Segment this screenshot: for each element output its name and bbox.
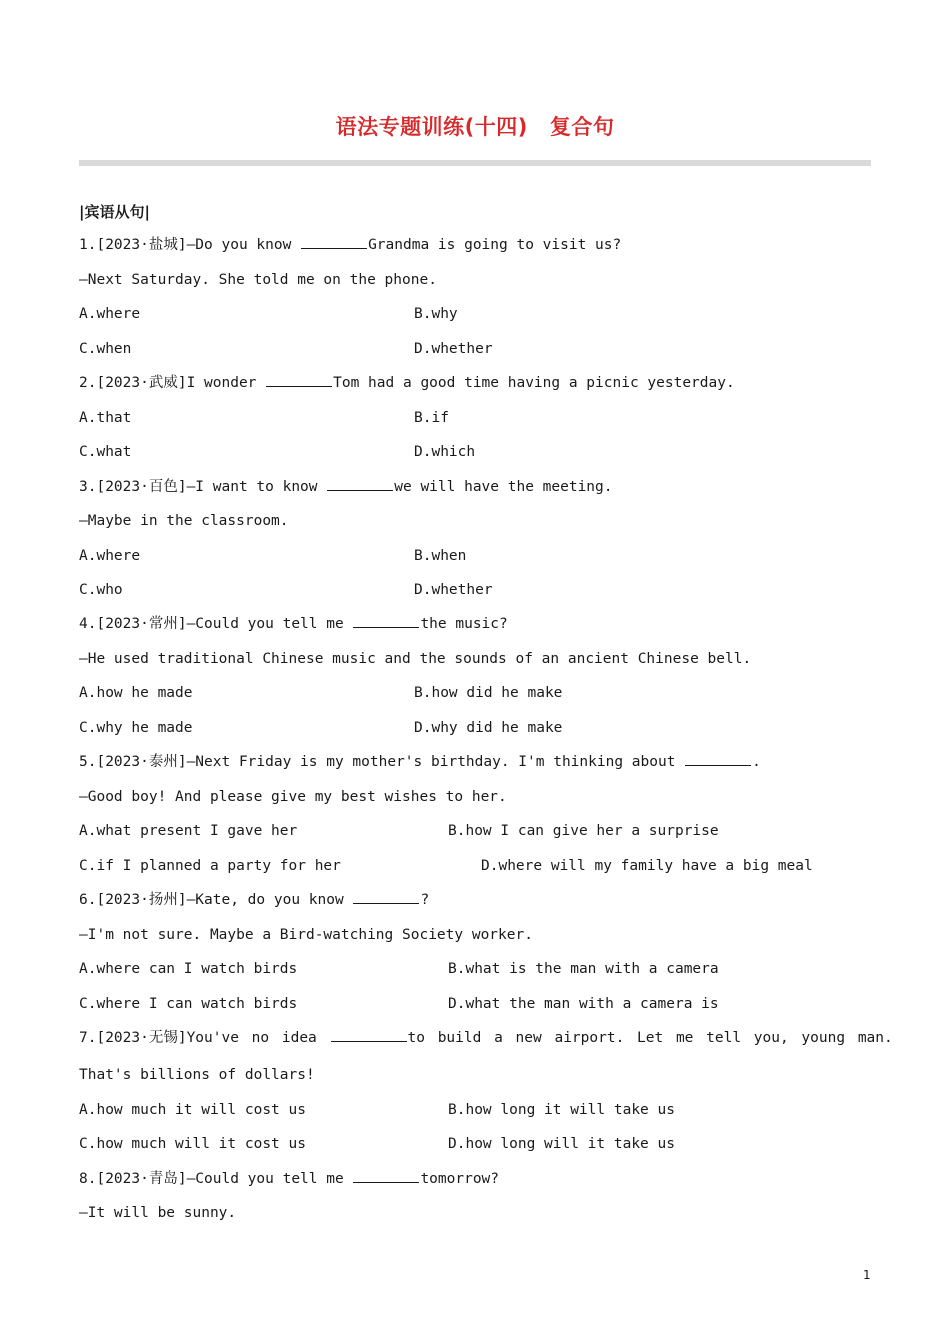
option-d: D.whether (414, 341, 493, 357)
answer-blank (685, 752, 751, 766)
question-1-reply: —Next Saturday. She told me on the phone. (79, 272, 437, 288)
option-b: B.if (414, 410, 449, 426)
answer-blank (353, 1169, 419, 1183)
option-c: C.how much will it cost us (79, 1136, 306, 1152)
answer-blank (301, 235, 367, 249)
answer-blank (353, 614, 419, 628)
option-a: A.how he made (79, 685, 193, 701)
option-b: B.why (414, 306, 458, 322)
option-a: A.where can I watch birds (79, 961, 298, 977)
title-sub: 复合句 (549, 115, 615, 139)
option-c: C.where I can watch birds (79, 996, 298, 1012)
answer-blank (353, 890, 419, 904)
option-c: C.when (79, 341, 132, 357)
answer-blank (327, 477, 393, 491)
option-b: B.how did he make (414, 685, 563, 701)
option-b: B.when (414, 548, 467, 564)
option-c: C.why he made (79, 720, 193, 736)
question-8-stem: 8.[2023·青岛]—Could you tell me tomorrow? (79, 1171, 500, 1187)
question-3-reply: —Maybe in the classroom. (79, 513, 289, 529)
question-1-stem: 1.[2023·盐城]—Do you know Grandma is going to visit us? (79, 237, 622, 253)
title-divider (79, 160, 871, 166)
question-7-reply: That's billions of dollars! (79, 1067, 315, 1083)
question-6-stem: 6.[2023·扬州]—Kate, do you know ? (79, 892, 430, 908)
section-label: |宾语从句| (79, 203, 150, 221)
question-5-stem: 5.[2023·泰州]—Next Friday is my mother's birthday. I'm thinking about . (79, 754, 761, 770)
title-main: 语法专题训练(十四) (335, 115, 528, 139)
page-title (0, 111, 950, 141)
question-8-reply: —It will be sunny. (79, 1205, 237, 1221)
option-a: A.where (79, 306, 141, 322)
option-a: A.what present I gave her (79, 823, 298, 839)
question-7-stem: 7.[2023·无锡]You've no idea to build a new airport. Let me tell you, young man. (79, 1030, 893, 1046)
option-b: B.what is the man with a camera (448, 961, 719, 977)
question-6-reply: —I'm not sure. Maybe a Bird-watching Society worker. (79, 927, 533, 943)
option-c: C.who (79, 582, 123, 598)
answer-blank (266, 373, 332, 387)
option-a: A.where (79, 548, 141, 564)
option-b: B.how I can give her a surprise (448, 823, 719, 839)
option-d: D.why did he make (414, 720, 563, 736)
option-d: D.which (414, 444, 476, 460)
option-d: D.how long will it take us (448, 1136, 675, 1152)
option-a: A.that (79, 410, 132, 426)
option-d: D.where will my family have a big meal (481, 858, 813, 874)
question-4-reply: —He used traditional Chinese music and the sounds of an ancient Chinese bell. (79, 651, 752, 667)
question-4-stem: 4.[2023·常州]—Could you tell me the music? (79, 616, 508, 632)
option-c: C.if I planned a party for her (79, 858, 341, 874)
option-d: D.what the man with a camera is (448, 996, 719, 1012)
question-2-stem: 2.[2023·武威]I wonder Tom had a good time having a picnic yesterday. (79, 375, 735, 391)
option-a: A.how much it will cost us (79, 1102, 306, 1118)
answer-blank (331, 1028, 407, 1042)
option-b: B.how long it will take us (448, 1102, 675, 1118)
question-3-stem: 3.[2023·百色]—I want to know we will have the meeting. (79, 479, 613, 495)
page-number: 1 (863, 1268, 871, 1282)
option-d: D.whether (414, 582, 493, 598)
option-c: C.what (79, 444, 132, 460)
question-5-reply: —Good boy! And please give my best wishes to her. (79, 789, 507, 805)
